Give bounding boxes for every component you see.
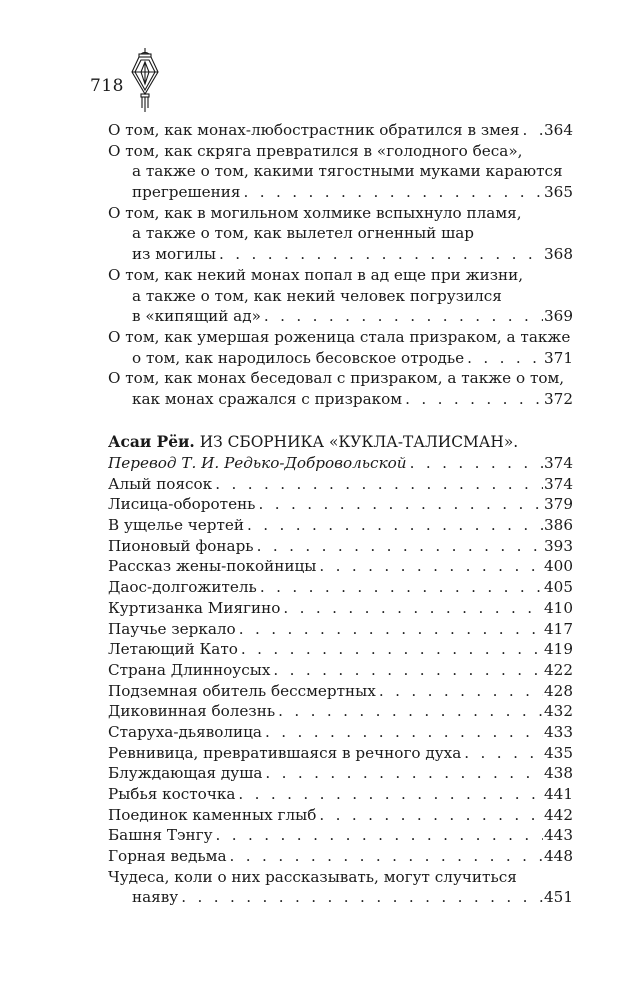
toc-entry-text: в «кипящий ад»: [132, 307, 261, 326]
toc-entry-text: из могилы: [132, 245, 217, 264]
toc-entry-text: как монах сражался с призраком: [132, 389, 403, 408]
toc-entry-text: а также о том, какими тягостными муками караются: [132, 162, 563, 181]
toc-page-number: 428: [544, 681, 573, 700]
toc-entry-text: О том, как умершая роженица стала призраком, а также: [108, 327, 571, 346]
toc-entry: [108, 556, 573, 577]
toc-page-number: 374: [544, 474, 573, 493]
toc-entry-line: [108, 825, 573, 846]
toc-entry-line: [108, 265, 573, 286]
toc-entry: [108, 203, 573, 265]
toc-entry: [108, 805, 573, 826]
toc-entry: [108, 368, 573, 409]
toc-entry-line: [108, 722, 573, 743]
toc-entry-line: [108, 203, 573, 224]
translator-line: [108, 453, 573, 474]
toc-page-number: 364: [544, 121, 573, 139]
toc-entry-text: Поединок каменных глыб: [108, 805, 317, 824]
toc-entry-line: [108, 763, 573, 784]
toc-page-number: 400: [544, 557, 573, 576]
toc-entry-text: Страна Длинноусых: [108, 660, 271, 679]
toc-entry-text: Блуждающая душа: [108, 764, 263, 783]
toc-entry-line: [108, 494, 573, 515]
toc-entry-text: Чудеса, коли о них рассказывать, могут случиться: [108, 867, 517, 886]
toc-entry-line: [108, 846, 573, 867]
toc-entry: [108, 743, 573, 764]
toc-page-number: 419: [544, 640, 573, 659]
toc-entry-text: Алый поясок: [108, 474, 213, 493]
toc-entry: [108, 825, 573, 846]
toc-page-number: 432: [544, 702, 573, 721]
toc-entry-text: Старуха-дьяволица: [108, 722, 262, 741]
toc-entry-text: Паучье зеркало: [108, 619, 236, 638]
toc-entry-line: [108, 701, 573, 722]
toc-entry-line: [108, 161, 573, 182]
toc-entry-line: [108, 182, 573, 203]
toc-page-number: 442: [544, 805, 573, 824]
toc-page-number: 451: [544, 888, 573, 907]
translator-credit: Перевод Т. И. Редько-Добровольской: [108, 454, 407, 472]
section-author: Асаи Рёи.: [108, 433, 195, 451]
toc-entry-line: [108, 327, 573, 348]
toc-entry-text: Подземная обитель бессмертных: [108, 681, 376, 700]
toc-entry-text: О том, как монах беседовал с призраком, а также о том,: [108, 369, 565, 388]
toc-page-number: 433: [544, 722, 573, 741]
toc-entry-line: [108, 244, 573, 265]
lantern-icon: [130, 48, 160, 114]
toc-entry-text: О том, как в могильном холмике вспыхнуло пламя,: [108, 203, 522, 222]
toc-page-number: 435: [544, 743, 573, 762]
section-title: ИЗ СБОРНИКА «КУКЛА-ТАЛИСМАН».: [199, 433, 519, 451]
section-header: [108, 431, 573, 453]
toc-entry-text: Ревнивица, превратившаяся в речного духа: [108, 743, 462, 762]
toc-entry-line: [108, 556, 573, 577]
toc-entry: [108, 474, 573, 495]
toc-entry-line: [108, 639, 573, 660]
page-number: 718: [90, 76, 124, 96]
toc-entry: [108, 784, 573, 805]
toc-entry: [108, 701, 573, 722]
toc-entry: [108, 763, 573, 784]
toc-section-1: [108, 120, 573, 410]
toc-entry-line: [108, 681, 573, 702]
toc-page-number: 393: [544, 536, 573, 555]
toc-entry: [108, 619, 573, 640]
toc-entry-line: [108, 619, 573, 640]
toc-page-number: 379: [544, 495, 573, 514]
toc-entry: [108, 536, 573, 557]
translator-page: 374: [544, 454, 573, 472]
toc-entry-line: [108, 743, 573, 764]
toc-entry-text: а также о том, как вылетел огненный шар: [132, 224, 475, 243]
toc-page-number: 410: [544, 598, 573, 617]
toc-entry: [108, 265, 573, 327]
toc-entry: [108, 327, 573, 368]
toc-page-number: 368: [544, 245, 573, 264]
toc-entry-line: [108, 389, 573, 410]
toc-entry-line: [108, 805, 573, 826]
toc-section-2: [108, 431, 573, 908]
toc-entry-line: [108, 141, 573, 162]
toc-entry: [108, 598, 573, 619]
toc-entry-line: [108, 577, 573, 598]
toc-entry-text: Рассказ жены-покойницы: [108, 557, 317, 576]
toc-entry: [108, 141, 573, 203]
toc-entry: [108, 846, 573, 867]
toc-entry: [108, 515, 573, 536]
toc-entry-line: [108, 598, 573, 619]
toc-entry-line: [108, 867, 573, 888]
toc-entry-line: [108, 660, 573, 681]
toc-entry-text: Даос-долгожитель: [108, 578, 257, 597]
toc-entry-text: Лисица-оборотень: [108, 495, 256, 514]
toc-entry-text: Горная ведьма: [108, 847, 227, 866]
toc-entry-line: [108, 223, 573, 244]
toc-entry-text: о том, как народилось бесовское отродье: [132, 348, 465, 367]
toc-entry-text: О том, как некий монах попал в ад еще при жизни,: [108, 265, 524, 284]
toc-entry-line: [108, 515, 573, 536]
toc-entry-line: [108, 348, 573, 369]
toc-page-number: 422: [544, 660, 573, 679]
toc-page-number: 441: [544, 785, 573, 803]
toc-entry-line: [108, 368, 573, 389]
toc-entry-line: [108, 474, 573, 495]
toc-entry-text: прегрешения: [132, 183, 241, 202]
toc-entry: [108, 867, 573, 908]
toc-entry-line: [108, 286, 573, 307]
toc-page-number: 438: [544, 764, 573, 783]
toc-entry-line: [108, 784, 573, 805]
toc-entry-text: Рыбья косточка: [108, 785, 236, 803]
toc-page-number: 405: [544, 578, 573, 597]
toc-entry-text: Куртизанка Миягино: [108, 598, 281, 617]
toc-entry-text: Летающий Като: [108, 640, 238, 659]
toc-entry-text: Диковинная болезнь: [108, 702, 276, 721]
toc-entry-line: [108, 887, 573, 908]
toc-entry-line: [108, 306, 573, 327]
toc-page-number: 365: [544, 183, 573, 202]
toc-entry-text: а также о том, как некий человек погрузился: [132, 286, 502, 305]
toc-page-number: 369: [544, 307, 573, 326]
toc-entry: [108, 120, 573, 141]
toc-entry: [108, 577, 573, 598]
toc-page-number: 386: [544, 516, 573, 535]
toc-entry: [108, 639, 573, 660]
toc-entry-text: В ущелье чертей: [108, 516, 245, 535]
toc-page-number: 448: [544, 847, 573, 866]
toc-page-number: 372: [544, 389, 573, 408]
toc-entry-line: [108, 536, 573, 557]
toc-page-number: 443: [544, 826, 573, 845]
toc-entry-text: Башня Тэнгу: [108, 826, 213, 845]
toc-page-number: 371: [544, 348, 573, 367]
toc-entry-text: наяву: [132, 888, 179, 907]
toc-entry-text: О том, как скряга превратился в «голодного беса»,: [108, 141, 523, 160]
toc-entry: [108, 681, 573, 702]
toc-entry: [108, 722, 573, 743]
toc-entry: [108, 494, 573, 515]
toc-entry: [108, 660, 573, 681]
toc-entry-text: Пионовый фонарь: [108, 536, 254, 555]
toc-entry-text: О том, как монах-любострастник обратился в змея: [108, 121, 520, 139]
toc-page-number: 417: [544, 619, 573, 638]
toc-entry-line: [108, 120, 573, 141]
